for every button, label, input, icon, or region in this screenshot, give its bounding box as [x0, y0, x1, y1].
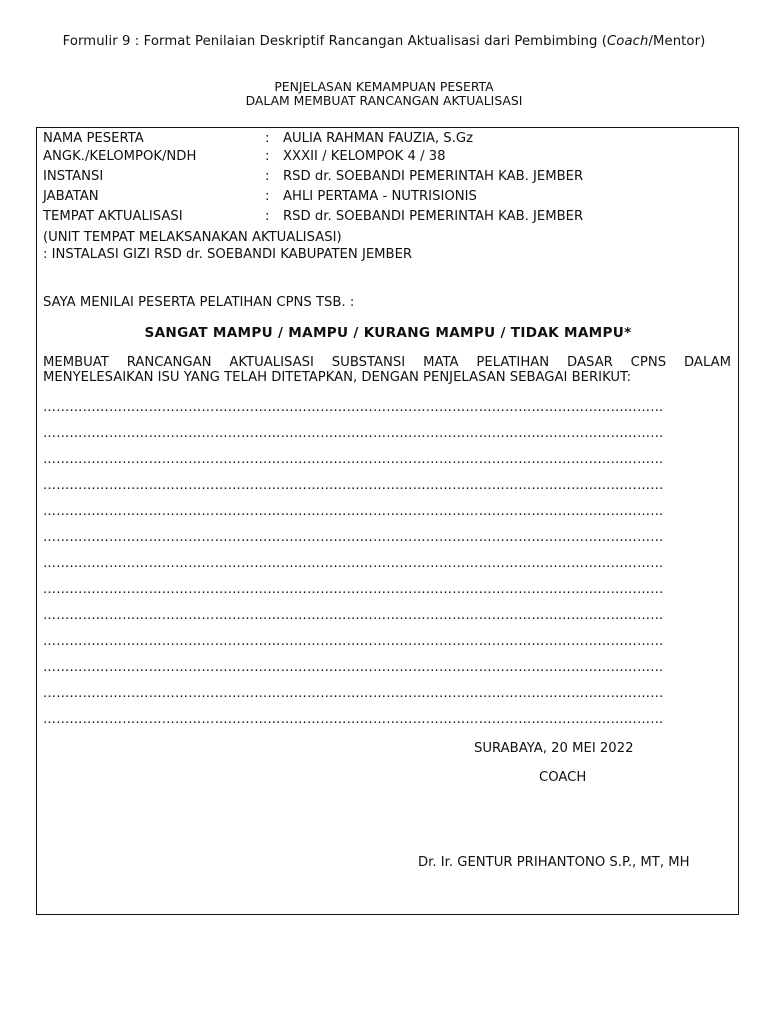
field-value: XXXII / KELOMPOK 4 / 38: [283, 149, 446, 164]
field-colon: :: [265, 209, 270, 224]
dotted-line: ……………………………………………………………………………………………………………………………: [43, 660, 664, 675]
field-label: NAMA PESERTA: [43, 131, 144, 146]
rating-options: SANGAT MAMPU / MAMPU / KURANG MAMPU / TIDAK MAMPU*: [144, 325, 632, 341]
dotted-line: ……………………………………………………………………………………………………………………………: [43, 582, 664, 597]
title-line-2: DALAM MEMBUAT RANCANGAN AKTUALISASI: [245, 93, 523, 108]
dotted-line: ……………………………………………………………………………………………………………………………: [43, 608, 664, 623]
signature-name: Dr. Ir. GENTUR PRIHANTONO S.P., MT, MH: [418, 855, 690, 870]
dotted-line: ……………………………………………………………………………………………………………………………: [43, 478, 664, 493]
form-header-prefix: Formulir 9 : Format Penilaian Deskriptif Rancangan Aktualisasi dari Pembimbing (: [62, 34, 607, 49]
form-header: [0, 34, 768, 49]
field-colon: :: [265, 169, 270, 184]
dotted-line: ……………………………………………………………………………………………………………………………: [43, 426, 664, 441]
field-value: RSD dr. SOEBANDI PEMERINTAH KAB. JEMBER: [283, 209, 584, 224]
dotted-line: ……………………………………………………………………………………………………………………………: [43, 504, 664, 519]
field-colon: :: [265, 149, 270, 164]
assessment-intro: SAYA MENILAI PESERTA PELATIHAN CPNS TSB. :: [43, 295, 355, 310]
field-value: AHLI PERTAMA - NUTRISIONIS: [283, 189, 477, 204]
field-colon: :: [265, 131, 270, 146]
form-header-suffix: /Mentor): [648, 34, 706, 49]
assessment-description: MEMBUAT RANCANGAN AKTUALISASI SUBSTANSI MATA PELATIHAN DASAR CPNS DALAM MENYELESAIKAN ISU YANG TELAH DITETAPKAN, DENGAN PENJELASAN SEBAGAI BERIKUT:: [43, 355, 731, 385]
field-label: JABATAN: [43, 189, 99, 204]
field-label: INSTANSI: [43, 169, 104, 184]
form-frame: [36, 127, 739, 915]
title-line-1: PENJELASAN KEMAMPUAN PESERTA: [274, 79, 494, 94]
form-header-italic: Coach: [607, 34, 649, 49]
field-label: ANGK./KELOMPOK/NDH: [43, 149, 197, 164]
dotted-line: ……………………………………………………………………………………………………………………………: [43, 530, 664, 545]
dotted-line: ……………………………………………………………………………………………………………………………: [43, 686, 664, 701]
signature-role: COACH: [539, 770, 587, 785]
dotted-line: ……………………………………………………………………………………………………………………………: [43, 400, 664, 415]
unit-label: (UNIT TEMPAT MELAKSANAKAN AKTUALISASI): [43, 230, 342, 245]
unit-value: : INSTALASI GIZI RSD dr. SOEBANDI KABUPATEN JEMBER: [43, 247, 413, 262]
dotted-line: ……………………………………………………………………………………………………………………………: [43, 712, 664, 727]
field-label: TEMPAT AKTUALISASI: [43, 209, 183, 224]
field-value: AULIA RAHMAN FAUZIA, S.Gz: [283, 131, 473, 146]
field-value: RSD dr. SOEBANDI PEMERINTAH KAB. JEMBER: [283, 169, 584, 184]
dotted-line: ……………………………………………………………………………………………………………………………: [43, 634, 664, 649]
signature-place-date: SURABAYA, 20 MEI 2022: [474, 741, 634, 756]
field-colon: :: [265, 189, 270, 204]
document-title: [0, 80, 768, 108]
dotted-line: ……………………………………………………………………………………………………………………………: [43, 556, 664, 571]
dotted-line: ……………………………………………………………………………………………………………………………: [43, 452, 664, 467]
